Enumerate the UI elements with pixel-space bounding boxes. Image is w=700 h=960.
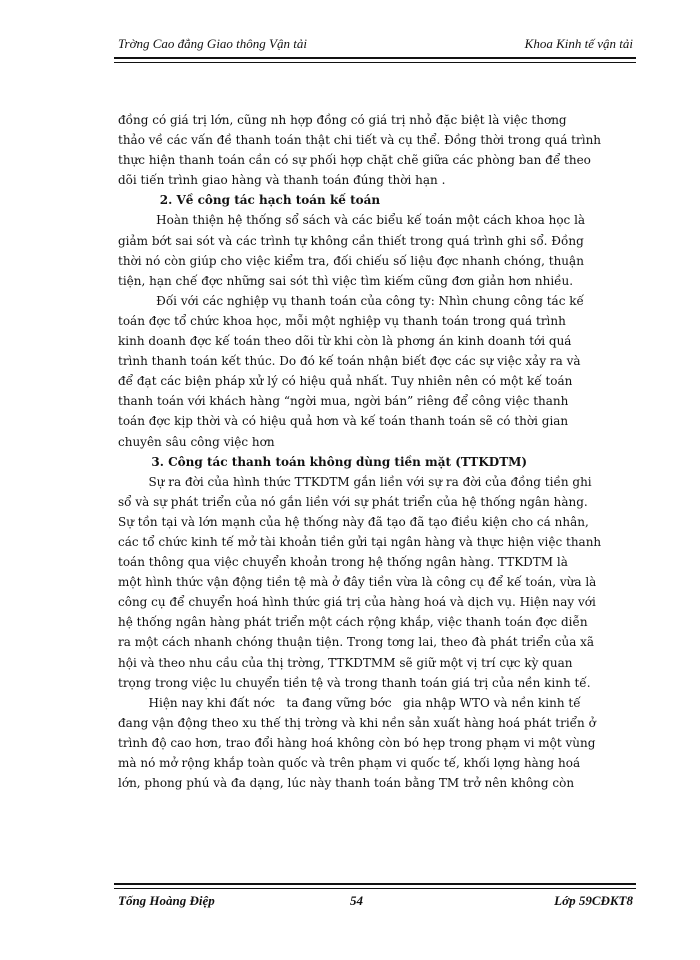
text-line: ra một cách nhanh chóng thuận tiện. Trong tơng lai, theo đà phát triển của xã xyxy=(118,635,595,650)
text-line: một hình thức vận động tiền tệ mà ở đây tiền vừa là công cụ để kế toán, vừa là xyxy=(118,575,597,590)
section-heading-2: 2. Về công tác hạch toán kế toán xyxy=(118,193,381,208)
page-footer xyxy=(118,893,633,911)
text-line: lớn, phong phú và đa dạng, lúc này thanh toán bằng TM trở nên không còn xyxy=(118,776,575,791)
text-line: thảo về các vấn đề thanh toán thật chi tiết và cụ thể. Đồng thời trong quá trình xyxy=(118,133,602,148)
text-line: toán thông qua việc chuyển khoản trong hệ thống ngân hàng. TTKDTM là xyxy=(118,555,568,570)
text-line: Hoàn thiện hệ thống sổ sách và các biểu kế toán một cách khoa học là xyxy=(118,213,586,228)
text-line: tiện, hạn chế đợc những sai sót thì việc tìm kiếm cũng đơn giản hơn nhiều. xyxy=(118,273,574,288)
text-line: sổ và sự phát triển của nó gắn liền với sự phát triển của hệ thống ngân hàng. xyxy=(118,494,588,509)
text-line: dõi tiến trình giao hàng và thanh toán đúng thời hạn . xyxy=(118,173,446,188)
text-line: đang vận động theo xu thế thị trờng và khi nền sản xuất hàng hoá phát triển ở xyxy=(118,715,596,730)
footer-class: Lớp 59CĐKT8 xyxy=(554,893,633,908)
document-body xyxy=(118,110,633,793)
text-line: thời nó còn giúp cho việc kiểm tra, đối chiếu số liệu đợc nhanh chóng, thuận xyxy=(118,253,584,268)
text-line: để đạt các biện pháp xử lý có hiệu quả nhất. Tuy nhiên nên có một kế toán xyxy=(118,374,573,389)
text-line: trọng trong việc lu chuyển tiền tệ và trong thanh toán giá trị của nền kinh tế. xyxy=(118,675,591,690)
text-line: toán đợc tổ chức khoa học, mỗi một nghiệp vụ thanh toán trong quá trình xyxy=(118,313,566,328)
section-heading-3: 3. Công tác thanh toán không dùng tiền mặt (TTKDTM) xyxy=(118,454,528,469)
text-line: chuyên sâu công việc hơn xyxy=(118,434,275,449)
text-line: công cụ để chuyển hoá hình thức giá trị của hàng hoá và dịch vụ. Hiện nay với xyxy=(118,595,596,610)
text-line: trình thanh toán kết thúc. Do đó kế toán nhận biết đợc các sự việc xảy ra và xyxy=(118,354,581,369)
page-header xyxy=(118,36,633,54)
text-line: thanh toán với khách hàng “ngời mua, ngời bán” riêng để công việc thanh xyxy=(118,394,569,409)
header-divider xyxy=(114,57,636,63)
text-line: mà nó mở rộng khắp toàn quốc và trên phạm vi quốc tế, khối lợng hàng hoá xyxy=(118,756,581,770)
text-line: trình độ cao hơn, trao đổi hàng hoá không còn bó hẹp trong phạm vi một vùng xyxy=(118,735,596,750)
text-line: đồng có giá trị lớn, cũng nh hợp đồng có giá trị nhỏ đặc biệt là việc thơng xyxy=(118,113,567,127)
text-line: kinh doanh đợc kế toán theo dõi từ khi còn là phơng án kinh doanh tới quá xyxy=(118,334,572,349)
footer-divider xyxy=(114,883,636,889)
text-line: hệ thống ngân hàng phát triển một cách rộng khắp, việc thanh toán đợc diễn xyxy=(118,615,588,630)
text-line: hội và theo nhu cầu của thị trờng, TTKDTMM sẽ giữ một vị trí cực kỳ quan xyxy=(118,655,573,670)
page-number: 54 xyxy=(350,893,363,908)
text-line: Sự ra đời của hình thức TTKDTM gắn liền với sự ra đời của đồng tiền ghi xyxy=(118,474,592,489)
text-line: Sự tồn tại và lớn mạnh của hệ thống này đã tạo đã tạo điều kiện cho cá nhân, xyxy=(118,514,589,529)
header-school: Trờng Cao đẳng Giao thông Vận tải xyxy=(118,36,307,51)
text-line: Hiện nay khi đất nớc ta đang vững bớc gia nhập WTO và nền kinh tế xyxy=(118,695,581,710)
footer-author: Tống Hoàng Điệp xyxy=(118,893,215,908)
text-line: các tổ chức kinh tế mở tài khoản tiền gửi tại ngân hàng và thực hiện việc thanh xyxy=(118,534,602,549)
text-line: toán đợc kịp thời và có hiệu quả hơn và kế toán thanh toán sẽ có thời gian xyxy=(118,414,569,429)
text-line: giảm bớt sai sót và các trình tự không cần thiết trong quá trình ghi sổ. Đồng xyxy=(118,233,584,248)
header-faculty: Khoa Kinh tế vận tải xyxy=(524,36,633,51)
text-line: Đối với các nghiệp vụ thanh toán của công ty: Nhìn chung công tác kế xyxy=(118,293,584,308)
text-line: thực hiện thanh toán cần có sự phối hợp chặt chẽ giữa các phòng ban để theo xyxy=(118,153,591,168)
